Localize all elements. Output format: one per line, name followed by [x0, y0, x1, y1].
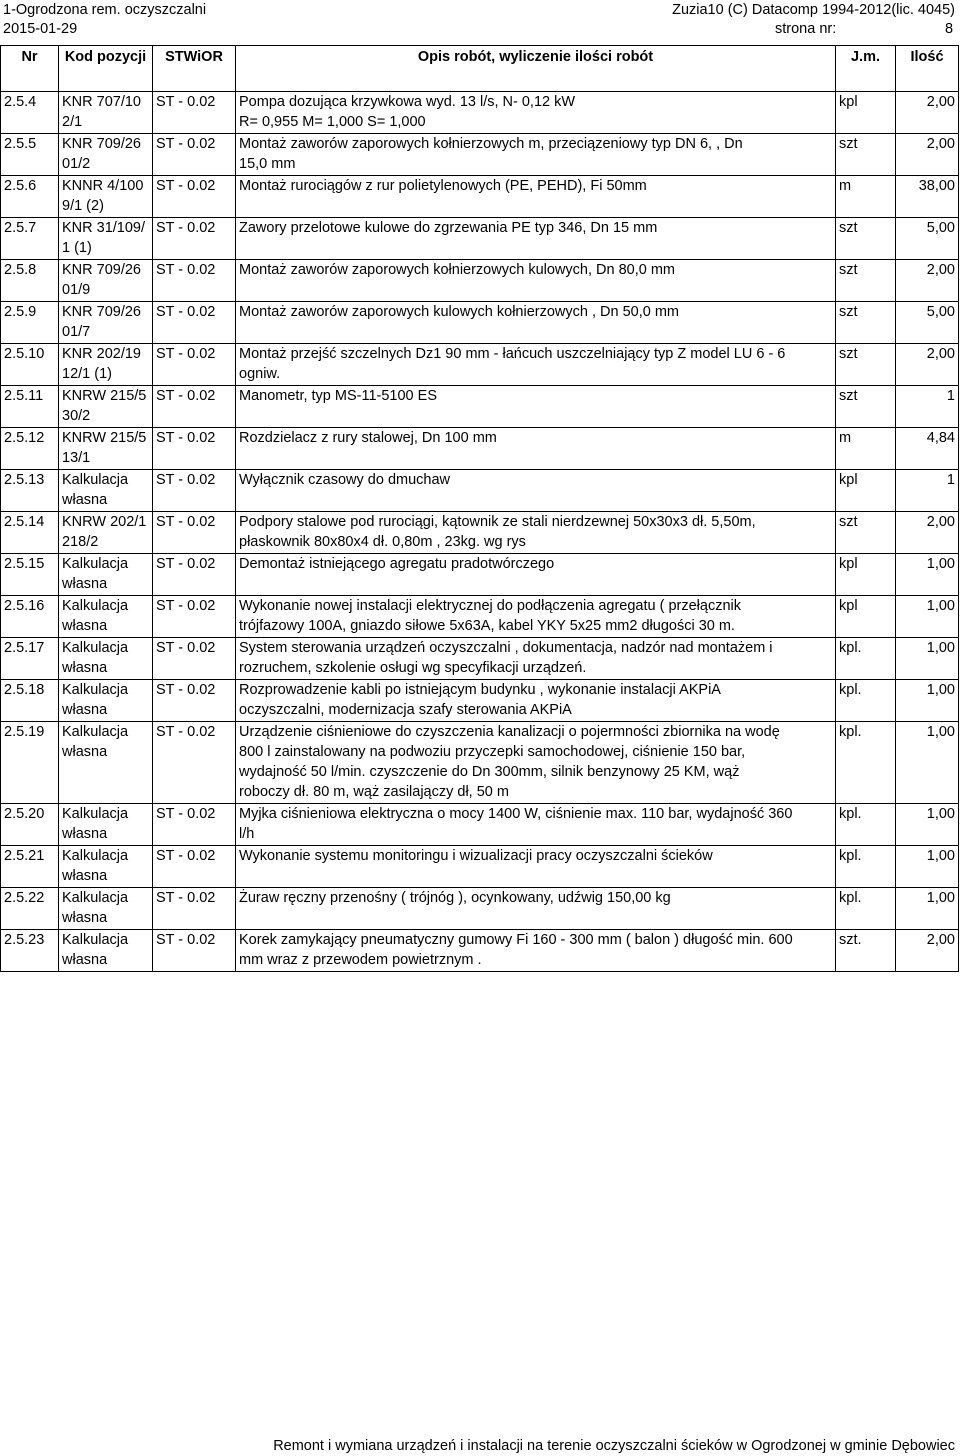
item-code-line: własna: [62, 576, 108, 592]
item-description-line: Wykonanie systemu monitoringu i wizualizacji pracy oczyszczalni ścieków: [239, 848, 713, 864]
item-number: 2.5.13: [1, 470, 59, 512]
item-description: [236, 596, 836, 638]
item-quantity: 2,00: [896, 930, 959, 972]
item-code-line: 2/1: [62, 114, 83, 130]
item-quantity: 1,00: [896, 554, 959, 596]
item-description: [236, 554, 836, 596]
item-description: [236, 134, 836, 176]
item-description-line: Montaż zaworów zaporowych kołnierzowych kulowych, Dn 80,0 mm: [239, 262, 675, 278]
item-code-line: KNNR 4/100: [62, 178, 144, 194]
item-number: 2.5.4: [1, 92, 59, 134]
item-description-line: Zawory przelotowe kulowe do zgrzewania PE typ 346, Dn 15 mm: [239, 220, 658, 236]
item-quantity: 1: [896, 386, 959, 428]
item-unit: kpl: [836, 92, 896, 134]
item-code-line: Kalkulacja: [62, 472, 129, 488]
item-description: [236, 176, 836, 218]
item-quantity: 1,00: [896, 680, 959, 722]
item-unit: szt: [836, 512, 896, 554]
item-code-line: KNR 709/26: [62, 262, 141, 278]
item-code-line: własna: [62, 660, 108, 676]
item-description-line: 15,0 mm: [239, 156, 296, 172]
table-row: [1, 512, 959, 554]
table-row: [1, 428, 959, 470]
item-code-line: Kalkulacja: [62, 556, 129, 572]
item-description-line: Rozdzielacz z rury stalowej, Dn 100 mm: [239, 430, 497, 446]
item-code-line: 218/2: [62, 534, 99, 550]
item-unit: szt: [836, 260, 896, 302]
item-code: [59, 930, 153, 972]
item-stwior: ST - 0.02: [153, 386, 236, 428]
item-description-line: oczyszczalni, modernizacja szafy sterowania AKPiA: [239, 702, 572, 718]
item-quantity: 1: [896, 470, 959, 512]
item-stwior: ST - 0.02: [153, 92, 236, 134]
item-number: 2.5.5: [1, 134, 59, 176]
item-unit: szt: [836, 218, 896, 260]
table-row: [1, 260, 959, 302]
item-code: [59, 554, 153, 596]
item-code-line: 01/9: [62, 282, 91, 298]
item-description: [236, 428, 836, 470]
table-row: [1, 470, 959, 512]
item-description-line: Demontaż istniejącego agregatu pradotwórczego: [239, 556, 555, 572]
item-number: 2.5.16: [1, 596, 59, 638]
item-description-line: Pompa dozująca krzywkowa wyd. 13 l/s, N- 0,12 kW: [239, 94, 576, 110]
table-row: [1, 344, 959, 386]
item-unit: kpl.: [836, 888, 896, 930]
item-code-line: własna: [62, 492, 108, 508]
item-quantity: 2,00: [896, 512, 959, 554]
item-code-line: KNR 202/19: [62, 346, 141, 362]
item-code: [59, 302, 153, 344]
item-stwior: ST - 0.02: [153, 218, 236, 260]
item-quantity: 1,00: [896, 846, 959, 888]
table-row: [1, 804, 959, 846]
item-stwior: ST - 0.02: [153, 638, 236, 680]
table-row: [1, 638, 959, 680]
item-unit: kpl.: [836, 846, 896, 888]
item-description: [236, 512, 836, 554]
item-code: [59, 846, 153, 888]
item-code-line: KNRW 215/5: [62, 430, 147, 446]
table-row: [1, 302, 959, 344]
item-description-line: System sterowania urządzeń oczyszczalni , dokumentacja, nadzór nad montażem i: [239, 640, 773, 656]
item-description-line: wydajność 50 l/min. czyszczenie do Dn 300mm, silnik benzynowy 25 KM, wąż: [239, 764, 740, 780]
item-code: [59, 218, 153, 260]
item-code-line: KNR 31/109/: [62, 220, 146, 236]
item-description-line: Rozprowadzenie kabli po istniejącym budynku , wykonanie instalacji AKPiA: [239, 682, 721, 698]
table-header-row: [1, 46, 959, 92]
item-stwior: ST - 0.02: [153, 470, 236, 512]
item-unit: szt: [836, 302, 896, 344]
item-quantity: 1,00: [896, 596, 959, 638]
item-stwior: ST - 0.02: [153, 846, 236, 888]
item-stwior: ST - 0.02: [153, 260, 236, 302]
item-number: 2.5.22: [1, 888, 59, 930]
item-description-line: Manometr, typ MS-11-5100 ES: [239, 388, 437, 404]
page-header-bottom: [0, 19, 960, 39]
page-number: 8: [945, 21, 954, 37]
item-quantity: 4,84: [896, 428, 959, 470]
item-quantity: 1,00: [896, 888, 959, 930]
item-code-line: Kalkulacja: [62, 724, 129, 740]
item-description: [236, 638, 836, 680]
item-number: 2.5.19: [1, 722, 59, 804]
item-code-line: Kalkulacja: [62, 640, 129, 656]
table-row: [1, 680, 959, 722]
item-code-line: własna: [62, 826, 108, 842]
document-date: 2015-01-29: [3, 21, 78, 37]
page-header-top: [0, 0, 960, 20]
item-unit: szt: [836, 134, 896, 176]
item-description-line: Montaż zaworów zaporowych kołnierzowych m, przeciązeniowy typ DN 6, , Dn: [239, 136, 743, 152]
item-code: [59, 344, 153, 386]
item-code-line: własna: [62, 744, 108, 760]
item-description-line: R= 0,955 M= 1,000 S= 1,000: [239, 114, 426, 130]
item-number: 2.5.10: [1, 344, 59, 386]
item-description: [236, 260, 836, 302]
table-row: [1, 218, 959, 260]
item-description: [236, 92, 836, 134]
item-description-line: Podpory stalowe pod rurociągi, kątownik ze stali nierdzewnej 50x30x3 dł. 5,50m,: [239, 514, 756, 530]
item-unit: kpl.: [836, 638, 896, 680]
item-code-line: KNR 709/26: [62, 136, 141, 152]
item-quantity: 1,00: [896, 804, 959, 846]
item-description: [236, 804, 836, 846]
item-code-line: Kalkulacja: [62, 890, 129, 906]
item-description-line: roboczy dł. 80 m, wąż zasilajączy dł, 50 m: [239, 784, 509, 800]
page-footer: Remont i wymiana urządzeń i instalacji na terenie oczyszczalni ścieków w Ogrodzonej w gminie Dębowiec: [273, 1438, 955, 1454]
item-stwior: ST - 0.02: [153, 554, 236, 596]
item-number: 2.5.15: [1, 554, 59, 596]
project-title: 1-Ogrodzona rem. oczyszczalni: [3, 2, 207, 18]
item-description: [236, 846, 836, 888]
table-row: [1, 722, 959, 804]
item-unit: szt: [836, 344, 896, 386]
page-number-label: strona nr:: [775, 21, 837, 37]
item-number: 2.5.9: [1, 302, 59, 344]
item-code-line: Kalkulacja: [62, 932, 129, 948]
item-code-line: Kalkulacja: [62, 598, 129, 614]
item-stwior: ST - 0.02: [153, 722, 236, 804]
item-code: [59, 386, 153, 428]
item-description: [236, 470, 836, 512]
item-description: [236, 680, 836, 722]
item-quantity: 2,00: [896, 134, 959, 176]
item-description-line: Korek zamykający pneumatyczny gumowy Fi 160 - 300 mm ( balon ) długość min. 600: [239, 932, 793, 948]
item-code-line: Kalkulacja: [62, 806, 129, 822]
item-code-line: KNR 707/10: [62, 94, 141, 110]
item-code-line: 30/2: [62, 408, 91, 424]
item-unit: szt: [836, 386, 896, 428]
item-code-line: Kalkulacja: [62, 848, 129, 864]
item-description-line: trójfazowy 100A, gniazdo siłowe 5x63A, kabel YKY 5x25 mm2 długości 30 m.: [239, 618, 735, 634]
item-number: 2.5.7: [1, 218, 59, 260]
item-description-line: Montaż rurociągów z rur polietylenowych (PE, PEHD), Fi 50mm: [239, 178, 647, 194]
item-stwior: ST - 0.02: [153, 134, 236, 176]
column-header-stwior: STWiOR: [153, 46, 236, 92]
item-number: 2.5.11: [1, 386, 59, 428]
column-header-kod: Kod pozycji: [59, 46, 153, 92]
table-row: [1, 888, 959, 930]
item-code-line: KNRW 215/5: [62, 388, 147, 404]
item-unit: szt.: [836, 930, 896, 972]
item-stwior: ST - 0.02: [153, 804, 236, 846]
item-number: 2.5.21: [1, 846, 59, 888]
column-header-opis: Opis robót, wyliczenie ilości robót: [236, 46, 836, 92]
item-quantity: 1,00: [896, 638, 959, 680]
item-unit: kpl.: [836, 722, 896, 804]
item-code-line: 01/2: [62, 156, 91, 172]
item-description-line: ogniw.: [239, 366, 281, 382]
column-header-jm: J.m.: [836, 46, 896, 92]
item-number: 2.5.12: [1, 428, 59, 470]
item-description-line: rozruchem, szkolenie osługi wg specyfikacji urządzeń.: [239, 660, 587, 676]
item-quantity: 5,00: [896, 218, 959, 260]
item-description: [236, 930, 836, 972]
item-code: [59, 470, 153, 512]
item-unit: kpl: [836, 554, 896, 596]
item-code: [59, 804, 153, 846]
item-quantity: 2,00: [896, 92, 959, 134]
item-code: [59, 722, 153, 804]
item-code: [59, 888, 153, 930]
item-stwior: ST - 0.02: [153, 428, 236, 470]
table-row: [1, 134, 959, 176]
item-quantity: 2,00: [896, 344, 959, 386]
item-description-line: Montaż przejść szczelnych Dz1 90 mm - łańcuch uszczelniający typ Z model LU 6 - 6: [239, 346, 786, 362]
item-number: 2.5.17: [1, 638, 59, 680]
item-stwior: ST - 0.02: [153, 930, 236, 972]
item-code-line: własna: [62, 952, 108, 968]
item-number: 2.5.23: [1, 930, 59, 972]
item-code-line: własna: [62, 702, 108, 718]
item-code-line: 13/1: [62, 450, 91, 466]
item-description-line: mm wraz z przewodem powietrznym .: [239, 952, 482, 968]
item-quantity: 1,00: [896, 722, 959, 804]
item-stwior: ST - 0.02: [153, 512, 236, 554]
item-description: [236, 386, 836, 428]
item-number: 2.5.8: [1, 260, 59, 302]
item-stwior: ST - 0.02: [153, 302, 236, 344]
item-number: 2.5.14: [1, 512, 59, 554]
table-row: [1, 386, 959, 428]
item-stwior: ST - 0.02: [153, 680, 236, 722]
item-stwior: ST - 0.02: [153, 888, 236, 930]
column-header-ilosc: Ilość: [896, 46, 959, 92]
item-description-line: Myjka ciśnieniowa elektryczna o mocy 1400 W, ciśnienie max. 110 bar, wydajność 360: [239, 806, 793, 822]
cost-estimate-table: [0, 45, 959, 972]
item-stwior: ST - 0.02: [153, 344, 236, 386]
item-description-line: 800 l zainstalowany na podwoziu przyczepki samochodowej, ciśnienie 150 bar,: [239, 744, 746, 760]
item-description-line: l/h: [239, 826, 255, 842]
item-code-line: Kalkulacja: [62, 682, 129, 698]
item-code: [59, 428, 153, 470]
item-code-line: 12/1 (1): [62, 366, 112, 382]
item-code: [59, 134, 153, 176]
table-row: [1, 92, 959, 134]
item-code: [59, 92, 153, 134]
item-description: [236, 888, 836, 930]
item-unit: kpl: [836, 470, 896, 512]
table-row: [1, 846, 959, 888]
item-code: [59, 680, 153, 722]
item-quantity: 2,00: [896, 260, 959, 302]
item-unit: m: [836, 176, 896, 218]
item-code: [59, 596, 153, 638]
item-number: 2.5.20: [1, 804, 59, 846]
item-description: [236, 218, 836, 260]
item-code-line: 9/1 (2): [62, 198, 104, 214]
table-row: [1, 930, 959, 972]
item-code-line: 01/7: [62, 324, 91, 340]
item-description-line: Montaż zaworów zaporowych kulowych kołnierzowych , Dn 50,0 mm: [239, 304, 680, 320]
item-description-line: Urządzenie ciśnieniowe do czyszczenia kanalizacji o pojermności zbiornika na wodę: [239, 724, 780, 740]
item-unit: kpl.: [836, 804, 896, 846]
item-description-line: Żuraw ręczny przenośny ( trójnóg ), ocynkowany, udźwig 150,00 kg: [239, 890, 671, 906]
item-code-line: 1 (1): [62, 240, 92, 256]
item-unit: kpl.: [836, 680, 896, 722]
item-description-line: Wyłącznik czasowy do dmuchaw: [239, 472, 451, 488]
item-description-line: Wykonanie nowej instalacji elektrycznej do podłączenia agregatu ( przełącznik: [239, 598, 741, 614]
item-quantity: 5,00: [896, 302, 959, 344]
table-row: [1, 554, 959, 596]
item-number: 2.5.6: [1, 176, 59, 218]
item-code: [59, 512, 153, 554]
item-unit: kpl: [836, 596, 896, 638]
item-code-line: własna: [62, 868, 108, 884]
item-code-line: własna: [62, 618, 108, 634]
item-stwior: ST - 0.02: [153, 596, 236, 638]
item-code: [59, 176, 153, 218]
item-description: [236, 722, 836, 804]
item-code-line: KNRW 202/1: [62, 514, 147, 530]
item-description-line: płaskownik 80x80x4 dł. 0,80m , 23kg. wg rys: [239, 534, 526, 550]
item-unit: m: [836, 428, 896, 470]
item-description: [236, 344, 836, 386]
item-code-line: KNR 709/26: [62, 304, 141, 320]
item-stwior: ST - 0.02: [153, 176, 236, 218]
item-description: [236, 302, 836, 344]
table-row: [1, 176, 959, 218]
item-quantity: 38,00: [896, 176, 959, 218]
item-code-line: własna: [62, 910, 108, 926]
item-number: 2.5.18: [1, 680, 59, 722]
software-info: Zuzia10 (C) Datacomp 1994-2012(lic. 4045): [672, 2, 955, 18]
item-code: [59, 260, 153, 302]
column-header-nr: Nr: [1, 46, 59, 92]
item-code: [59, 638, 153, 680]
table-row: [1, 596, 959, 638]
